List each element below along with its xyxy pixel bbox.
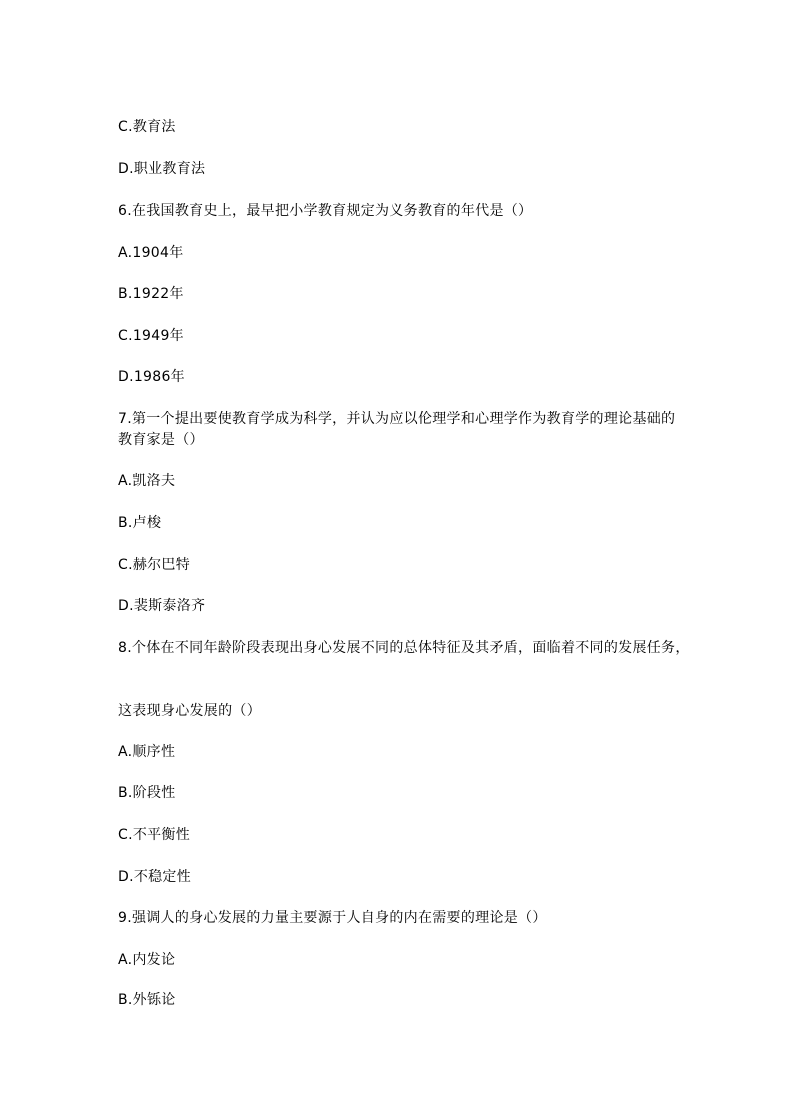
question-7-line-1: 7.第一个提出要使教育学成为科学，并认为应以伦理学和心理学作为教育学的理论基础的 <box>118 411 676 427</box>
option-a-q6: A.1904年 <box>118 245 184 261</box>
option-d-q5: D.职业教育法 <box>118 161 206 177</box>
question-8-line-2: 这表现身心发展的（） <box>118 703 261 719</box>
option-a-q9: A.内发论 <box>118 952 176 968</box>
option-c-q6: C.1949年 <box>118 328 184 344</box>
option-d-q6: D.1986年 <box>118 369 185 385</box>
option-a-q8: A.顺序性 <box>118 744 176 760</box>
option-a-q7: A.凯洛夫 <box>118 473 176 489</box>
option-b-q8: B.阶段性 <box>118 785 176 801</box>
question-9: 9.强调人的身心发展的力量主要源于人自身的内在需要的理论是（） <box>118 910 547 926</box>
option-c-q5: C.教育法 <box>118 119 176 135</box>
option-b-q7: B.卢梭 <box>118 515 162 531</box>
option-d-q7: D.裴斯泰洛齐 <box>118 598 206 614</box>
question-7-line-2: 教育家是（） <box>118 432 204 448</box>
question-6: 6.在我国教育史上，最早把小学教育规定为义务教育的年代是（） <box>118 203 533 219</box>
option-c-q8: C.不平衡性 <box>118 827 191 843</box>
option-c-q7: C.赫尔巴特 <box>118 557 191 573</box>
option-b-q9: B.外铄论 <box>118 992 176 1008</box>
option-b-q6: B.1922年 <box>118 286 184 302</box>
option-d-q8: D.不稳定性 <box>118 869 192 885</box>
question-8-line-1: 8.个体在不同年龄阶段表现出身心发展不同的总体特征及其矛盾，面临着不同的发展任务， <box>118 640 690 656</box>
